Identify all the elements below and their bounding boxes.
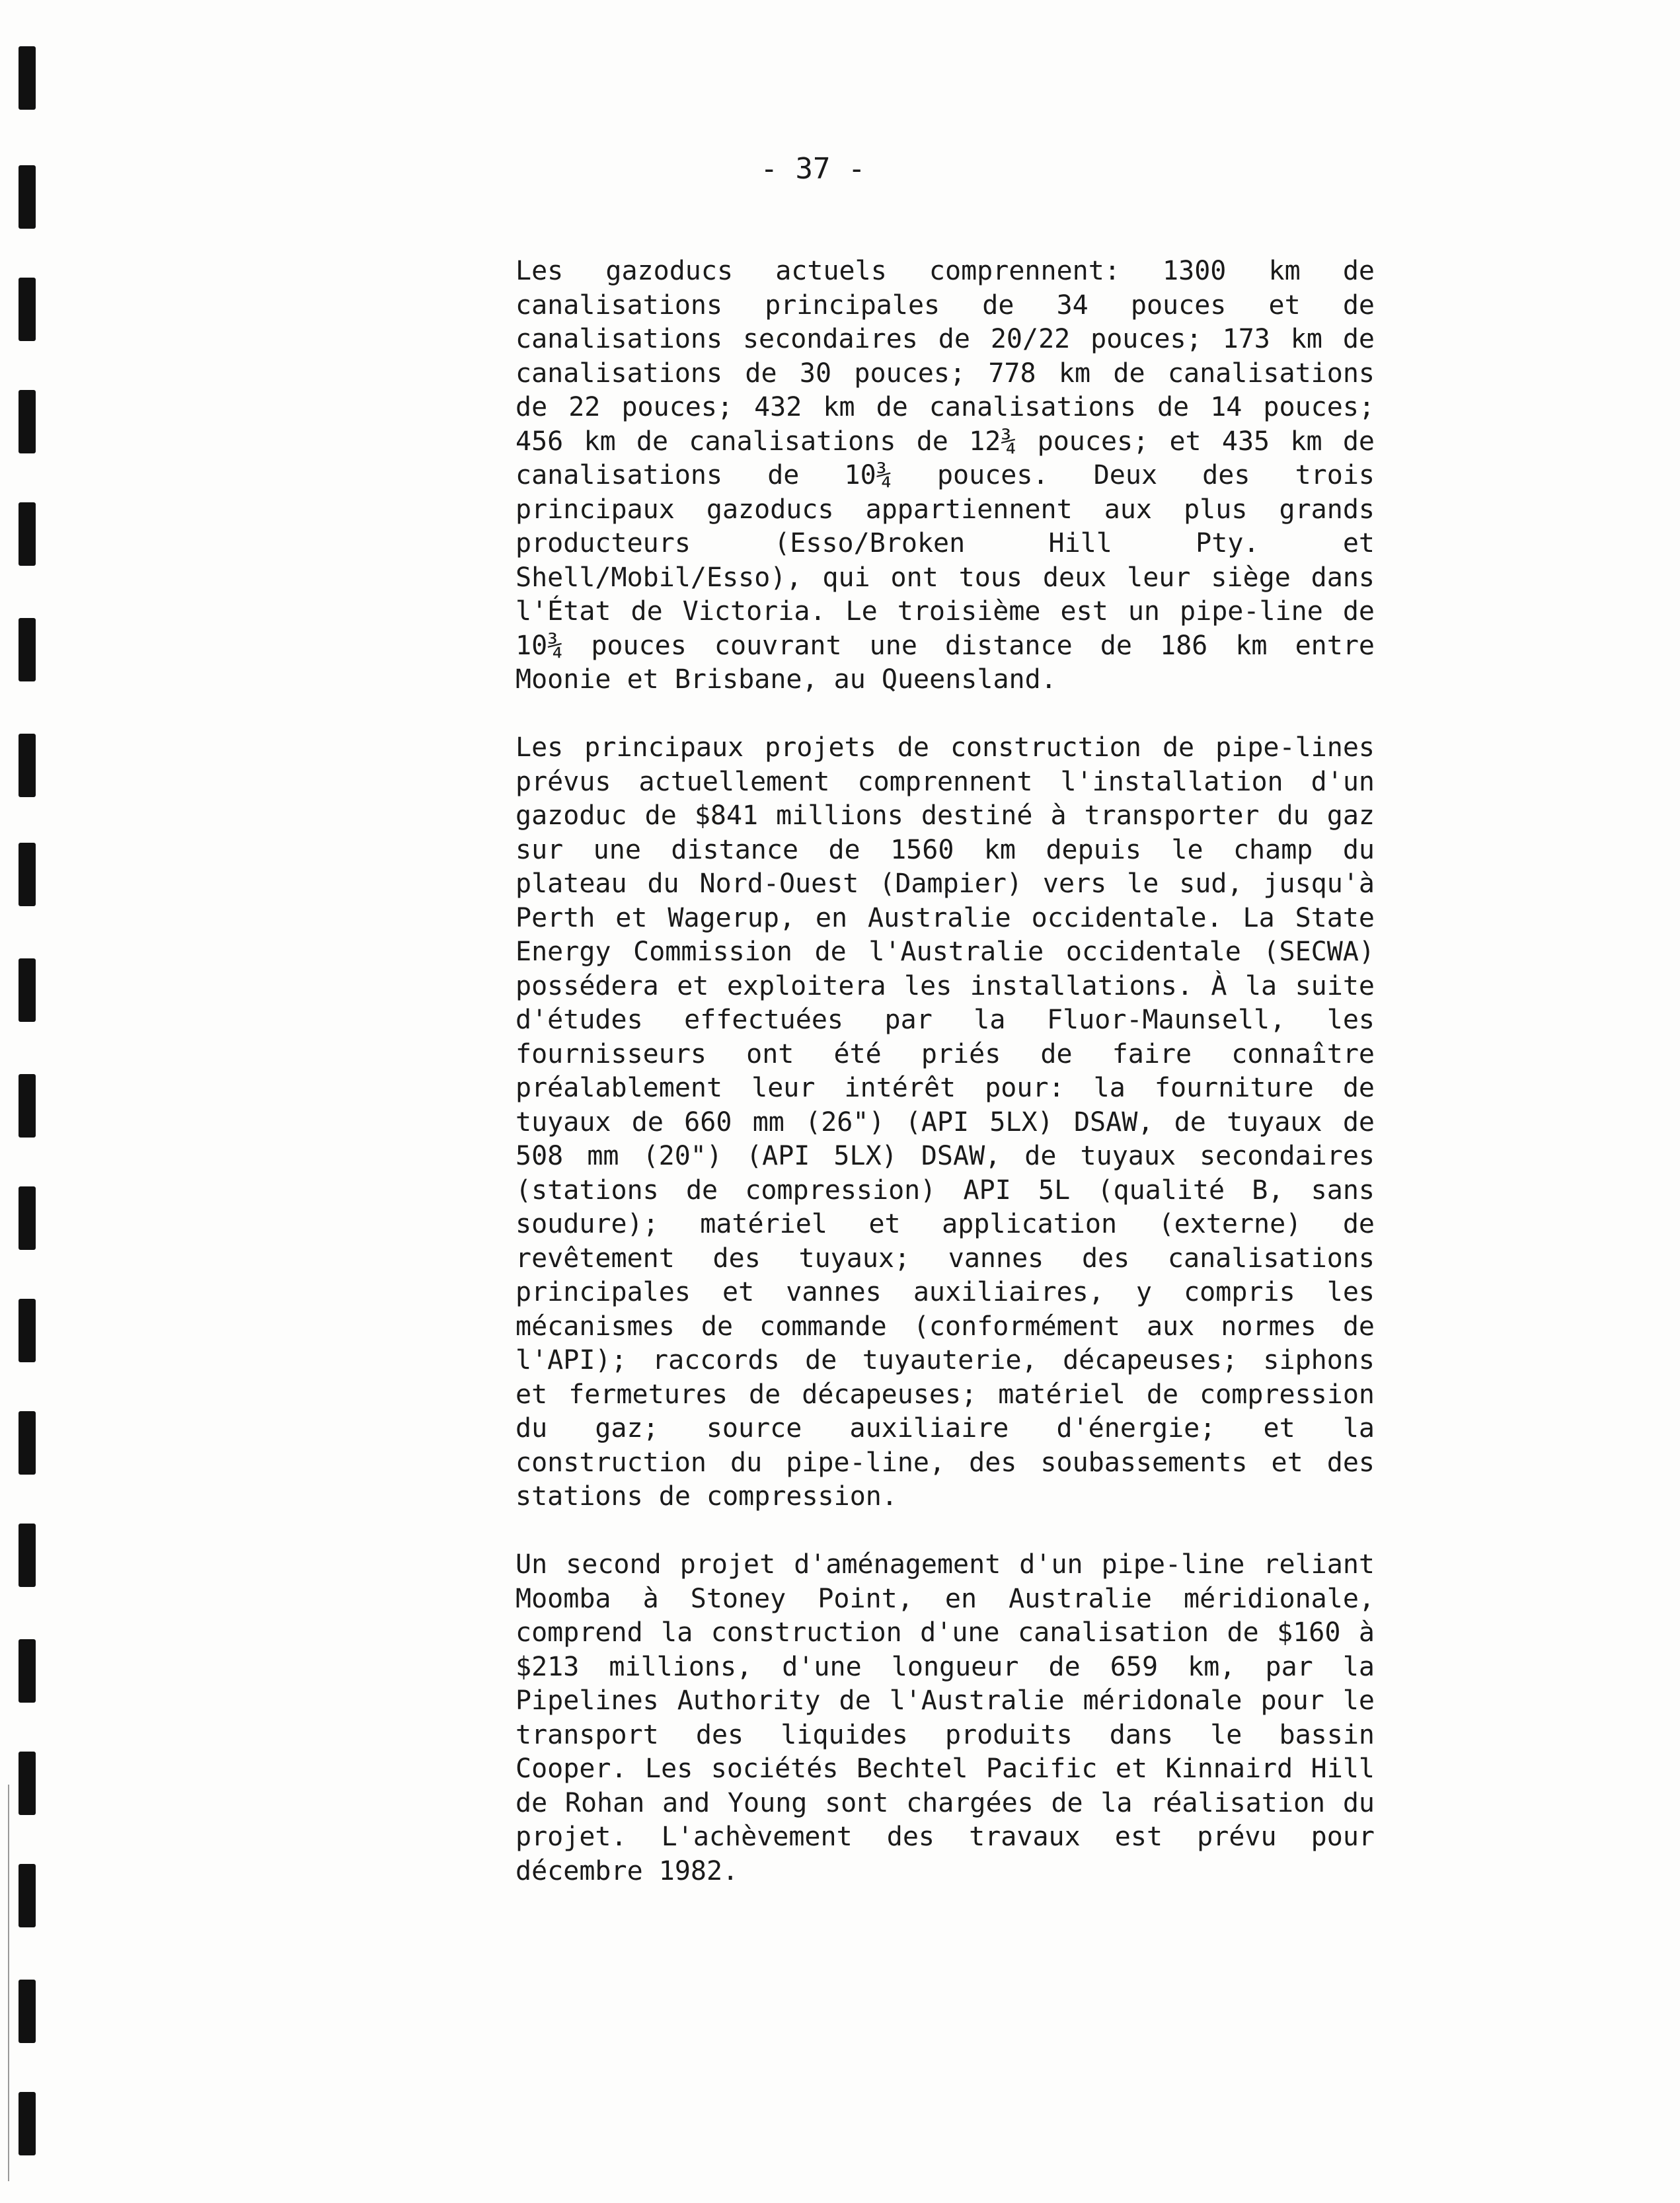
feed-hole <box>19 1299 36 1362</box>
feed-hole <box>19 165 36 229</box>
feed-hole <box>19 618 36 681</box>
feed-hole <box>19 734 36 797</box>
feed-hole <box>19 1524 36 1587</box>
feed-hole <box>19 1639 36 1703</box>
paragraph-planned-pipeline-projects: Les principaux projets de construction de pipe-lines prévus actuellement comprennent l'installation d'un gazoduc de $841 millions destiné à transporter du gaz sur une distance de 1560 km depuis le champ du plateau du Nord-Ouest (Dampier) vers le sud, jusqu'à Perth et Wagerup, en Australie occidentale. La State Energy Commission de l'Australie occidentale (SECWA) possédera et exploitera les installations. À la suite d'études effectuées par la Fluor-Maunsell, les fournisseurs ont été priés de faire connaître préalablement leur intérêt pour: la fourniture de tuyaux de 660 mm (26") (API 5LX) DSAW, de tuyaux de 508 mm (20") (API 5LX) DSAW, de tuyaux secondaires (stations de compression) API 5L (qualité B, sans soudure); matériel et application (externe) de revêtement des tuyaux; vannes des canalisations principales et vannes auxiliaires, y compris les mécanismes de commande (conformément aux normes de l'API); raccords de tuyauterie, décapeuses; siphons et fermetures de décapeuses; matériel de compression du gaz; source auxiliaire d'énergie; et la construction du pipe-line, des soubassements et des stations de compression. <box>515 732 1375 1512</box>
tractor-feed-strip <box>19 0 45 2203</box>
feed-hole <box>19 958 36 1022</box>
feed-hole <box>19 843 36 906</box>
feed-hole <box>19 1411 36 1475</box>
feed-hole <box>19 1980 36 2043</box>
feed-hole <box>19 278 36 341</box>
feed-hole <box>19 1864 36 1927</box>
feed-hole <box>19 1752 36 1815</box>
page-number: - 37 - <box>760 152 866 186</box>
paper-edge-line <box>8 1785 9 2181</box>
paragraph-moomba-stoney-point-project: Un second projet d'aménagement d'un pipe-line reliant Moomba à Stoney Point, en Australie méridionale, comprend la construction d'une canalisation de $160 à $213 millions, d'une longueur de 659 km, par la Pipelines Authority de l'Australie méridonale pour le transport des liquides produits dans le bassin Cooper. Les sociétés Bechtel Pacific et Kinnaird Hill de Rohan and Young sont chargées de la réalisation du projet. L'achèvement des travaux est prévu pour décembre 1982. <box>515 1549 1375 1886</box>
feed-hole <box>19 502 36 566</box>
feed-hole <box>19 390 36 453</box>
paragraph-existing-gas-pipelines: Les gazoducs actuels comprennent: 1300 km de canalisations principales de 34 pouces et de canalisations secondaires de 20/22 pouces; 173 km de canalisations de 30 pouces; 778 km de canalisations de 22 pouces; 432 km de canalisations de 14 pouces; 456 km de canalisations de 12¾ pouces; et 435 km de canalisations de 10¾ pouces. Deux des trois principaux gazoducs appartiennent aux plus grands producteurs (Esso/Broken Hill Pty. et Shell/Mobil/Esso), qui ont tous deux leur siège dans l'État de Victoria. Le troisième est un pipe-line de 10¾ pouces couvrant une distance de 186 km entre Moonie et Brisbane, au Queensland. <box>515 256 1375 695</box>
feed-hole <box>19 2092 36 2155</box>
feed-hole <box>19 1074 36 1138</box>
feed-hole <box>19 46 36 110</box>
body-text <box>515 254 1375 1923</box>
feed-hole <box>19 1186 36 1250</box>
